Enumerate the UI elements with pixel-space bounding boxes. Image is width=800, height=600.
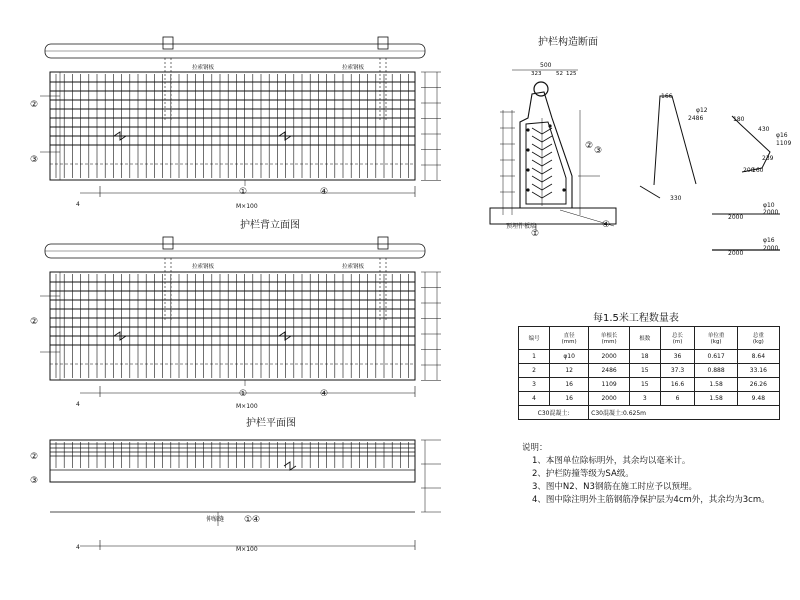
table-header: 单位重 (kg) [695,327,737,350]
table-cell: 36 [660,350,695,364]
bar1-num: 2000 [763,209,779,216]
table-header: 单根长 (mm) [589,327,630,350]
rebar-166: 166 [661,93,673,100]
section-dim-sub-0: 323 [531,71,542,77]
bar4-spec: φ16 [763,237,775,244]
table-cell: 0.888 [695,364,737,378]
table-cell: 6 [660,392,695,406]
hook-1109: 1109 [776,140,792,147]
note-item-1: 1、本图单位除标明外，其余均以毫米计。 [532,456,691,466]
front-label-right: 拉索钢板 [342,65,365,71]
table-cell: 8.64 [737,350,779,364]
hook-239: 239 [762,155,774,162]
table-cell: 0.617 [695,350,737,364]
section-mark-1: ① [531,229,540,239]
table-cell: 2 [519,364,550,378]
back-mark-2: ② [30,317,39,327]
hook-200: 200 [743,167,755,174]
table-header: 编号 [519,327,550,350]
table-header: 总重 (kg) [737,327,779,350]
plan-mark-4: ④ [252,515,261,525]
front-mark-2: ② [30,100,39,110]
bar4-num: 2000 [763,245,779,252]
front-label-left: 拉索钢板 [192,65,215,71]
table-cell: 3 [630,392,660,406]
table-header: 直径 (mm) [550,327,589,350]
plan-mark-3: ③ [30,476,39,486]
table-header: 总长 (m) [660,327,695,350]
table-cell: 15 [630,378,660,392]
notes [522,442,792,507]
front-edge: 4 [76,201,80,208]
hook-phi16: φ16 [776,132,788,139]
back-label-right: 拉索钢板 [342,264,365,270]
front-dim: M×100 [236,203,258,210]
front-mark-1: ① [239,187,248,197]
quantity-table-title: 每1.5米工程数量表 [593,313,679,324]
section-dim-sub-2: 125 [566,71,577,77]
plan-title: 护栏平面图 [246,418,296,429]
plan-mark-2: ② [30,452,39,462]
hook-430: 430 [758,126,770,133]
table-cell: 16 [550,392,589,406]
section-mark-4: ④ [602,220,611,230]
table-cell: 1109 [589,378,630,392]
table-cell: 33.16 [737,364,779,378]
back-label-left: 拉索钢板 [192,264,215,270]
table-cell: 4 [519,392,550,406]
quantity-table [518,326,780,420]
table-cell: 18 [630,350,660,364]
front-mark-4: ④ [320,187,329,197]
bar4-len: 2000 [728,250,744,257]
back-dim: M×100 [236,403,258,410]
table-footer-right: C30混凝土:0.625m [589,406,780,420]
plan-mark-1: ① [244,515,253,525]
back-edge: 4 [76,401,80,408]
table-row [519,364,780,378]
rebar-2486: 2486 [688,115,704,122]
table-cell: 2000 [589,392,630,406]
bar1-spec: φ10 [763,202,775,209]
table-cell: 26.26 [737,378,779,392]
section-mark-2: ② [585,141,594,151]
plan-dim: M×100 [236,546,258,553]
table-cell: φ10 [550,350,589,364]
note-item-3: 3、图中N2、N3钢筋在施工时应予以预埋。 [532,482,697,492]
table-footer-row [519,406,780,420]
table-footer-left: C30混凝土: [519,406,589,420]
note-item-2: 2、护栏防撞等级为SA级。 [532,469,634,479]
table-cell: 2000 [589,350,630,364]
rebar-330: 330 [670,195,682,202]
table-cell: 1 [519,350,550,364]
table-cell: 15 [630,364,660,378]
section-mark-3: ③ [594,146,603,156]
note-item-4: 4、图中除注明外主筋钢筋净保护层为4cm外，其余均为3cm。 [532,495,770,505]
rebar-phi12: φ12 [696,107,708,114]
plan-edge: 4 [76,544,80,551]
section-dim-top: 500 [540,62,552,69]
table-row [519,392,780,406]
table-cell: 1.58 [695,378,737,392]
table-cell: 12 [550,364,589,378]
table-row [519,378,780,392]
bar1-len: 2000 [728,214,744,221]
back-mark-1: ① [239,389,248,399]
back-mark-4: ④ [320,389,329,399]
section-base-label: 预埋件板端 [506,223,537,230]
section-dim-sub-1: 52 [556,71,563,77]
hook-160: 160 [752,167,764,174]
table-cell: 16.6 [660,378,695,392]
front-mark-3: ③ [30,155,39,165]
table-cell: 37.3 [660,364,695,378]
table-header: 根数 [630,327,660,350]
table-cell: 9.48 [737,392,779,406]
table-cell: 2486 [589,364,630,378]
section-title: 护栏构造断面 [538,37,598,48]
back-title: 护栏背立面图 [240,220,300,231]
table-cell: 16 [550,378,589,392]
hook-180: 180 [733,116,745,123]
plan-joint: 伸缩缝 [206,516,225,523]
notes-heading: 说明： [522,443,548,453]
table-cell: 1.58 [695,392,737,406]
table-row [519,350,780,364]
table-cell: 3 [519,378,550,392]
